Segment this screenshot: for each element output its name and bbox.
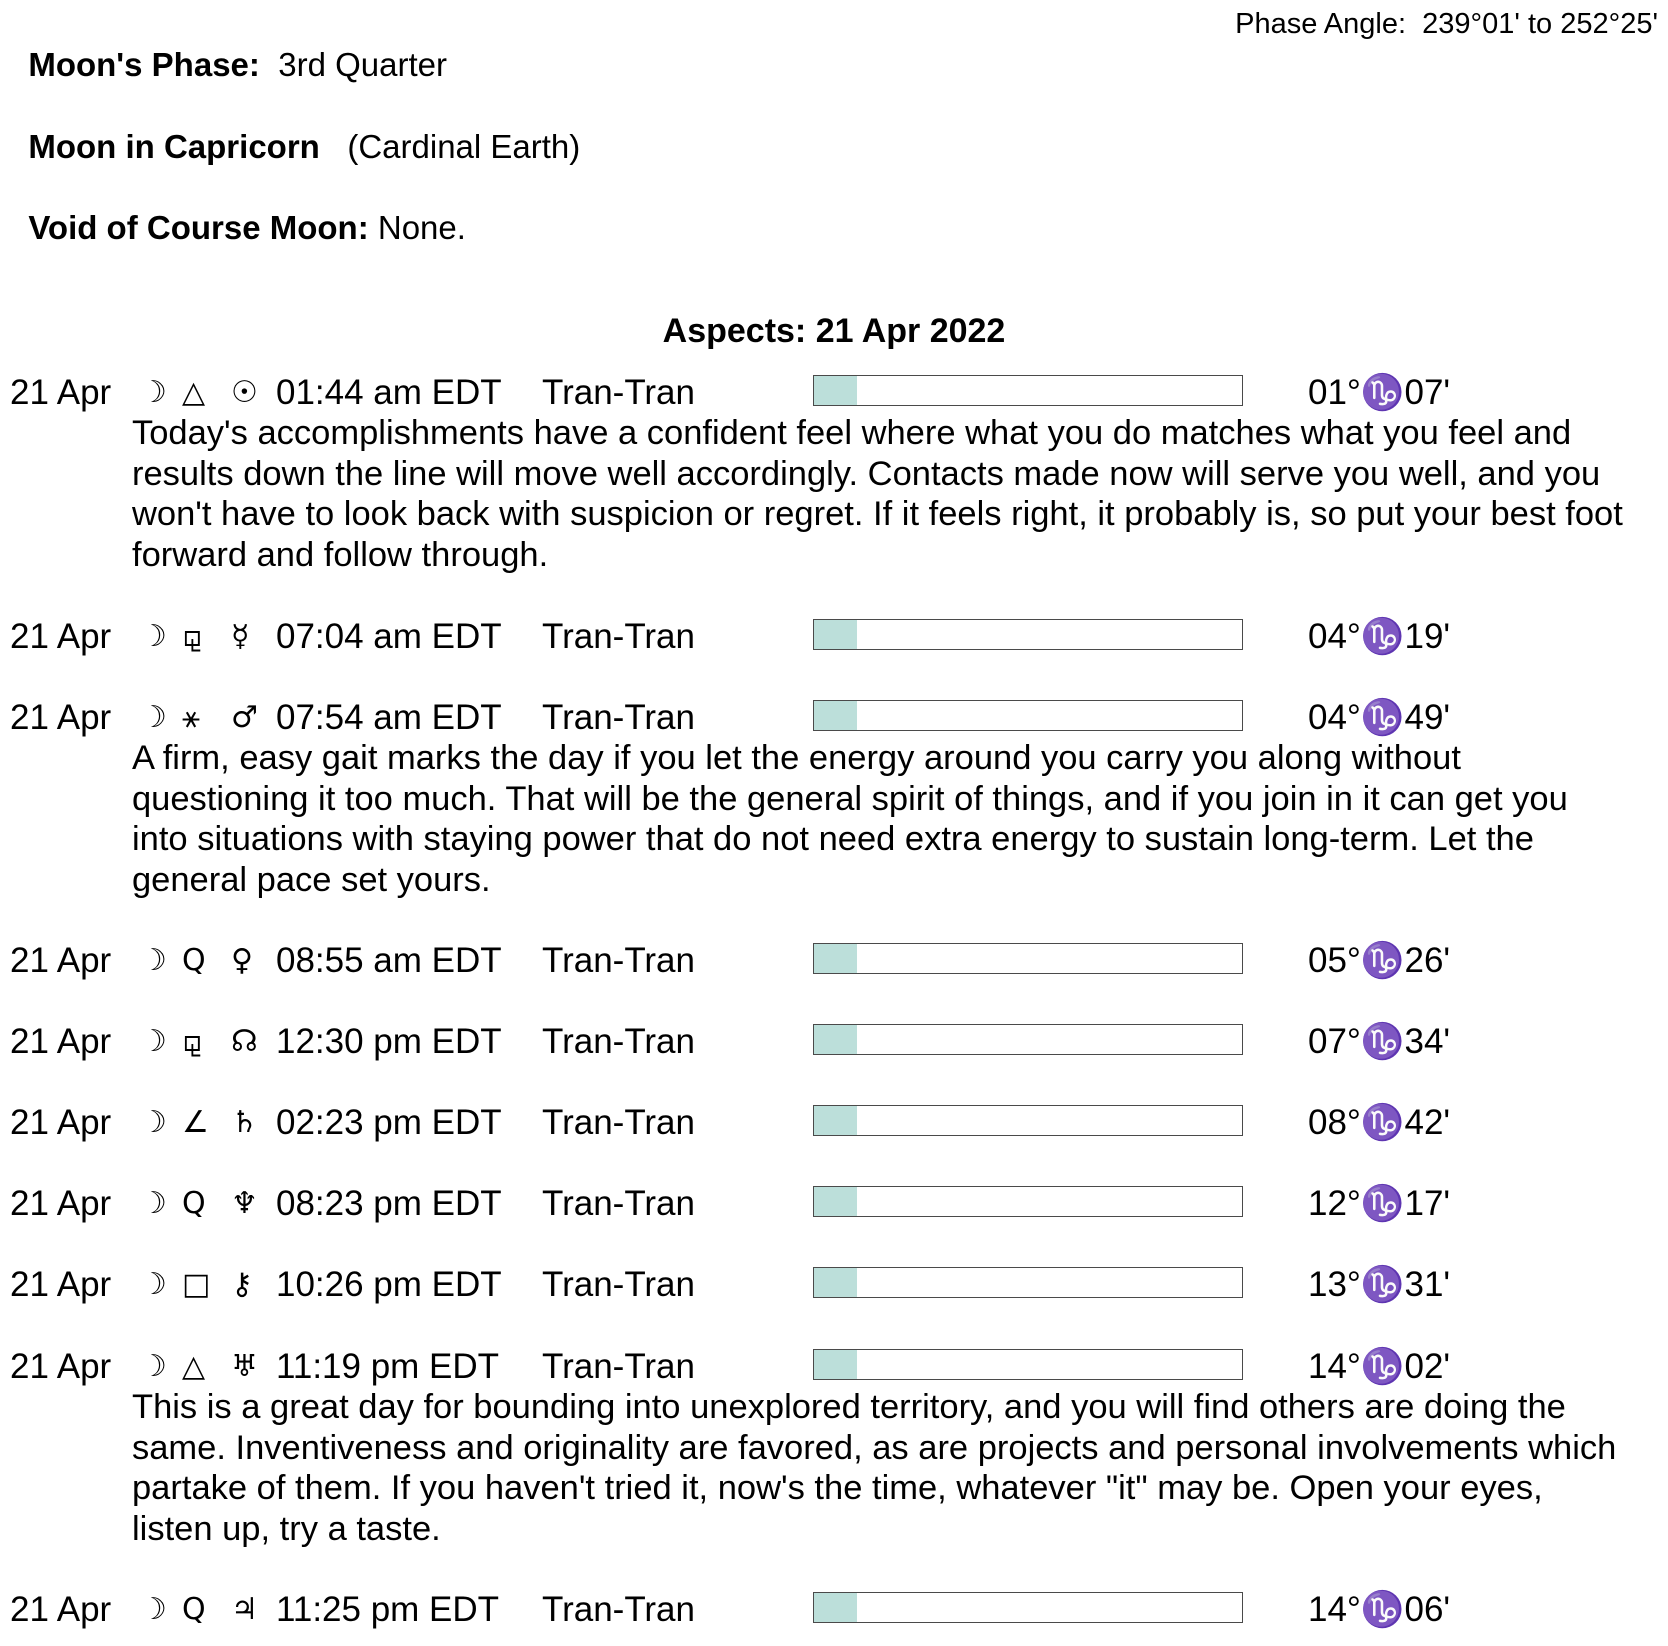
mars-icon: ♂ <box>231 700 258 735</box>
sextile-icon: ⚹ <box>182 700 200 735</box>
aspect-row <box>10 373 1660 413</box>
strength-bar-fill <box>814 1268 857 1297</box>
saturn-icon: ♄ <box>231 1105 258 1140</box>
moon-phase-line <box>10 8 447 84</box>
venus-icon: ♀ <box>231 943 253 978</box>
jupiter-icon: ♃ <box>231 1592 258 1627</box>
strength-bar-fill <box>814 944 857 973</box>
aspect-date: 21 Apr <box>10 1184 112 1223</box>
aspect-date: 21 Apr <box>10 1347 112 1386</box>
moon-icon: ☽ <box>140 1267 167 1302</box>
neptune-icon: ♆ <box>231 1186 258 1221</box>
trine-icon: △ <box>182 1349 206 1384</box>
strength-bar-fill <box>814 376 857 405</box>
moon-sign-line <box>10 90 580 166</box>
strength-bar <box>813 375 1243 406</box>
aspect-type: Tran-Tran <box>542 698 695 737</box>
aspect-date: 21 Apr <box>10 373 112 412</box>
strength-bar <box>813 1349 1243 1380</box>
aspect-position: 13°♑31' <box>1308 1265 1451 1304</box>
aspect-type: Tran-Tran <box>542 1590 695 1629</box>
quintile-icon: Q <box>182 1592 206 1627</box>
aspect-time: 10:26 pm EDT <box>276 1265 502 1304</box>
moon-icon: ☽ <box>140 1592 167 1627</box>
aspect-date: 21 Apr <box>10 1265 112 1304</box>
moon-icon: ☽ <box>140 943 167 978</box>
aspect-type: Tran-Tran <box>542 1265 695 1304</box>
aspect-row <box>10 1184 1660 1224</box>
aspect-interpretation: A firm, easy gait marks the day if you let the energy around you carry you along without questioning it too much. That will be the general spirit of things, and if you join in it can get you into situations with staying power that do not need extra energy to sustain long-term. Let the general pace set yours. <box>132 739 1568 899</box>
aspects-title: Aspects: 21 Apr 2022 <box>662 312 1006 350</box>
aspect-date: 21 Apr <box>10 698 112 737</box>
moon-icon: ☽ <box>140 619 167 654</box>
moon-icon: ☽ <box>140 1105 167 1140</box>
quintile-icon: Q <box>182 943 206 978</box>
aspect-date: 21 Apr <box>10 941 112 980</box>
aspect-position: 04°♑19' <box>1308 617 1451 656</box>
semisquare-icon: ∠ <box>182 1105 209 1140</box>
aspect-row <box>10 1022 1660 1062</box>
aspect-type: Tran-Tran <box>542 373 695 412</box>
strength-bar <box>813 1105 1243 1136</box>
strength-bar <box>813 943 1243 974</box>
moon-phase-value: 3rd Quarter <box>278 46 447 83</box>
sesquiquadrate-icon: ⚼ <box>182 619 203 654</box>
strength-bar <box>813 1267 1243 1298</box>
moon-icon: ☽ <box>140 375 167 410</box>
aspect-date: 21 Apr <box>10 1590 112 1629</box>
aspect-position: 01°♑07' <box>1308 373 1451 412</box>
north-node-icon: ☊ <box>231 1024 258 1059</box>
aspect-type: Tran-Tran <box>542 617 695 656</box>
trine-icon: △ <box>182 375 206 410</box>
aspect-time: 08:55 am EDT <box>276 941 502 980</box>
strength-bar-fill <box>814 1187 857 1216</box>
aspect-date: 21 Apr <box>10 1103 112 1142</box>
moon-icon: ☽ <box>140 1186 167 1221</box>
aspect-time: 01:44 am EDT <box>276 373 502 412</box>
moon-icon: ☽ <box>140 700 167 735</box>
aspect-row <box>10 941 1660 981</box>
quintile-icon: Q <box>182 1186 206 1221</box>
aspect-date: 21 Apr <box>10 617 112 656</box>
aspect-time: 08:23 pm EDT <box>276 1184 502 1223</box>
sesquiquadrate-icon: ⚼ <box>182 1024 203 1059</box>
sun-icon: ☉ <box>231 375 258 410</box>
aspect-time: 11:19 pm EDT <box>276 1347 500 1386</box>
aspect-type: Tran-Tran <box>542 1347 695 1386</box>
aspect-position: 04°♑49' <box>1308 698 1451 737</box>
aspect-type: Tran-Tran <box>542 941 695 980</box>
strength-bar <box>813 619 1243 650</box>
moon-phase-label: Moon's Phase: <box>28 46 260 83</box>
aspect-position: 07°♑34' <box>1308 1022 1451 1061</box>
aspect-row <box>10 1590 1660 1630</box>
phase-angle: Phase Angle: 239°01' to 252°25' <box>1235 8 1658 40</box>
strength-bar <box>813 1024 1243 1055</box>
moon-icon: ☽ <box>140 1024 167 1059</box>
aspect-date: 21 Apr <box>10 1022 112 1061</box>
moon-sign-element: (Cardinal Earth) <box>347 128 581 165</box>
aspect-time: 07:54 am EDT <box>276 698 502 737</box>
aspect-position: 08°♑42' <box>1308 1103 1451 1142</box>
strength-bar-fill <box>814 1593 857 1622</box>
chiron-icon: ⚷ <box>231 1267 253 1302</box>
void-of-course-value: None. <box>377 209 466 246</box>
aspect-type: Tran-Tran <box>542 1184 695 1223</box>
aspect-time: 02:23 pm EDT <box>276 1103 502 1142</box>
aspect-row <box>10 1347 1660 1387</box>
uranus-icon: ♅ <box>231 1349 258 1384</box>
moon-sign-label: Moon in Capricorn <box>28 128 320 165</box>
aspect-position: 12°♑17' <box>1308 1184 1451 1223</box>
aspect-type: Tran-Tran <box>542 1022 695 1061</box>
square-icon: □ <box>182 1267 211 1302</box>
aspect-interpretation: This is a great day for bounding into unexplored territory, and you will find others are doing the same. Inventiveness and originality are favored, as are projects and personal involvements which partake of them. If you haven't tried it, now's the time, whatever "it" may be. Open your eyes, listen up, try a taste. <box>132 1388 1617 1548</box>
aspect-time: 11:25 pm EDT <box>276 1590 500 1629</box>
aspect-time: 07:04 am EDT <box>276 617 502 656</box>
aspect-row <box>10 1103 1660 1143</box>
aspect-position: 05°♑26' <box>1308 941 1451 980</box>
strength-bar-fill <box>814 1106 857 1135</box>
aspect-type: Tran-Tran <box>542 1103 695 1142</box>
strength-bar <box>813 1592 1243 1623</box>
strength-bar <box>813 700 1243 731</box>
aspect-row <box>10 1265 1660 1305</box>
aspect-time: 12:30 pm EDT <box>276 1022 502 1061</box>
strength-bar-fill <box>814 1350 857 1379</box>
aspect-position: 14°♑02' <box>1308 1347 1451 1386</box>
strength-bar-fill <box>814 1025 857 1054</box>
aspect-position: 14°♑06' <box>1308 1590 1451 1629</box>
strength-bar-fill <box>814 620 857 649</box>
moon-icon: ☽ <box>140 1349 167 1384</box>
strength-bar <box>813 1186 1243 1217</box>
aspect-row <box>10 698 1660 738</box>
void-of-course-line <box>10 171 466 247</box>
aspect-interpretation: Today's accomplishments have a confident feel where what you do matches what you feel and results down the line will move well accordingly. Contacts made now will serve you well, and you won't have to look back with suspicion or regret. If it feels right, it probably is, so put your best foot forward and follow through. <box>132 414 1623 574</box>
strength-bar-fill <box>814 701 857 730</box>
void-of-course-label: Void of Course Moon: <box>28 209 369 246</box>
aspect-row <box>10 617 1660 657</box>
mercury-icon: ☿ <box>231 619 250 654</box>
